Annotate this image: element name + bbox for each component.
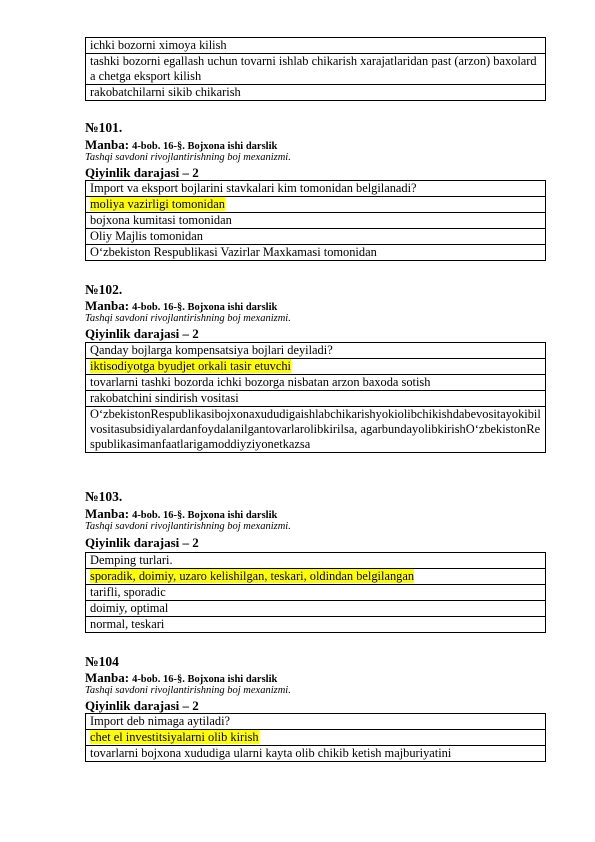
question-text: Demping turlari.: [86, 553, 546, 569]
table-row: [86, 585, 546, 601]
topic-line: Tashqi savdoni rivojlantirishning boj mexanizmi.: [85, 521, 291, 532]
answer-option: ichki bozorni ximoya kilish: [86, 38, 546, 54]
table-row: [86, 229, 546, 245]
table-row: [86, 553, 546, 569]
question-number: №101.: [85, 120, 123, 135]
question-table: [85, 713, 546, 762]
correct-answer: sporadik, doimiy, uzaro kelishilgan, teskari, oldindan belgilangan: [90, 569, 415, 583]
correct-answer: chet el investitsiyalarni olib kirish: [90, 730, 259, 744]
question-table: [85, 180, 546, 261]
answer-option: normal, teskari: [86, 617, 546, 633]
source-line: [85, 298, 277, 314]
answer-option: bojxona kumitasi tomonidan: [86, 213, 546, 229]
difficulty-level: Qiyinlik darajasi – 2: [85, 698, 199, 713]
question-table: [85, 552, 546, 633]
answer-option: tarifli, sporadic: [86, 585, 546, 601]
topic-line: Tashqi savdoni rivojlantirishning boj mexanizmi.: [85, 685, 291, 696]
topic-line: Tashqi savdoni rivojlantirishning boj mexanizmi.: [85, 313, 291, 324]
answer-option: tovarlarni tashki bozorda ichki bozorga nisbatan arzon baxoda sotish: [86, 375, 546, 391]
answer-option: tashki bozorni egallash uchun tovarni ishlab chikarish xarajatlaridan past (arzon) baxolarda chetga eksport kilish: [86, 54, 546, 85]
correct-answer-cell: [86, 197, 546, 213]
table-row: [86, 730, 546, 746]
source-line: [85, 137, 277, 153]
source-label: Manba:: [85, 298, 130, 313]
difficulty-level: Qiyinlik darajasi – 2: [85, 326, 199, 341]
table-row: [86, 38, 546, 54]
source-label: Manba:: [85, 670, 130, 685]
answer-option: O‘zbekistonRespublikasibojxonaxududigaishlabchikarishyokiolibchikishdabevositayokibilvositasubsidiyalardanfoydalanilgantovarlarolibkirilsa, agarbundayolibkirishO‘zbekistonRespublikasimanfaatlarigamoddiyziyonetkazsa: [86, 407, 546, 453]
difficulty-level: Qiyinlik darajasi – 2: [85, 535, 199, 550]
question-text: Import deb nimaga aytiladi?: [86, 714, 546, 730]
correct-answer: iktisodiyotga byudjet orkali tasir etuvchi: [90, 359, 291, 373]
source-label: Manba:: [85, 506, 130, 521]
answer-option: tovarlarni bojxona xududiga ularni kayta olib chikib ketish majburiyatini: [86, 746, 546, 762]
correct-answer-cell: [86, 359, 546, 375]
table-row: [86, 601, 546, 617]
answers-table-prev: [85, 37, 546, 101]
answer-option: rakobatchini sindirish vositasi: [86, 391, 546, 407]
answer-option: rakobatchilarni sikib chikarish: [86, 85, 546, 101]
table-row: [86, 407, 546, 453]
table-row: [86, 85, 546, 101]
answer-option: doimiy, optimal: [86, 601, 546, 617]
correct-answer-cell: [86, 569, 546, 585]
answer-option: O‘zbekiston Respublikasi Vazirlar Maxkamasi tomonidan: [86, 245, 546, 261]
table-row: [86, 343, 546, 359]
question-text: Import va eksport bojlarini stavkalari kim tomonidan belgilanadi?: [86, 181, 546, 197]
table-row: [86, 197, 546, 213]
table-row: [86, 617, 546, 633]
source-label: Manba:: [85, 137, 130, 152]
question-table: [85, 342, 546, 453]
question-text: Qanday bojlarga kompensatsiya bojlari deyiladi?: [86, 343, 546, 359]
table-row: [86, 569, 546, 585]
source-reference: 4-bob. 16-§. Bojxona ishi darslik: [132, 674, 278, 685]
table-row: [86, 213, 546, 229]
topic-line: Tashqi savdoni rivojlantirishning boj mexanizmi.: [85, 152, 291, 163]
question-number: №103.: [85, 489, 123, 504]
answer-option: Oliy Majlis tomonidan: [86, 229, 546, 245]
table-row: [86, 746, 546, 762]
source-line: [85, 506, 277, 522]
table-row: [86, 359, 546, 375]
correct-answer-cell: [86, 730, 546, 746]
table-row: [86, 375, 546, 391]
table-row: [86, 181, 546, 197]
source-reference: 4-bob. 16-§. Bojxona ishi darslik: [132, 302, 278, 313]
source-reference: 4-bob. 16-§. Bojxona ishi darslik: [132, 141, 278, 152]
source-line: [85, 670, 277, 686]
question-number: №102.: [85, 282, 123, 297]
table-row: [86, 54, 546, 85]
table-row: [86, 714, 546, 730]
table-row: [86, 391, 546, 407]
question-number: №104: [85, 654, 119, 669]
table-row: [86, 245, 546, 261]
source-reference: 4-bob. 16-§. Bojxona ishi darslik: [132, 510, 278, 521]
correct-answer: moliya vazirligi tomonidan: [90, 197, 225, 211]
difficulty-level: Qiyinlik darajasi – 2: [85, 165, 199, 180]
